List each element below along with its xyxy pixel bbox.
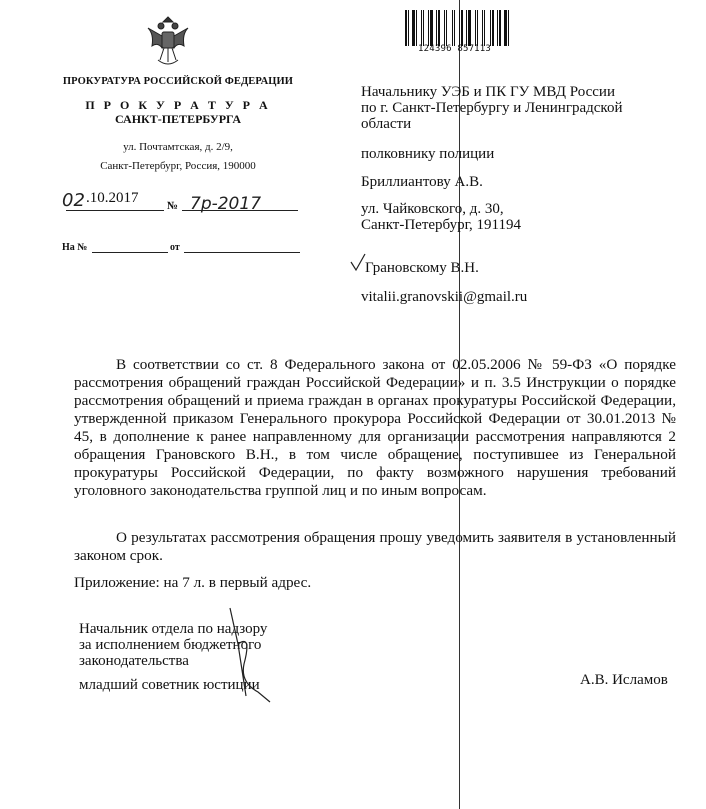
- barcode-bar: [499, 10, 501, 46]
- barcode-bar: [438, 10, 440, 46]
- barcode-bar: [425, 10, 427, 46]
- copy-recipient-name: Грановскому В.Н.: [365, 260, 479, 276]
- barcode-bar: [410, 10, 411, 46]
- number-handwritten: 7р-2017: [190, 194, 262, 214]
- recipient-title: [361, 84, 622, 132]
- recipient-address-line: ул. Чайковского, д. 30,: [361, 201, 504, 217]
- sender-address-street: ул. Почтамтская, д. 2/9,: [123, 141, 233, 153]
- ref-number-line: [92, 252, 168, 253]
- barcode-bar: [405, 10, 407, 46]
- barcode-bar: [504, 10, 507, 46]
- date-printed: .10.2017: [86, 190, 139, 206]
- body-paragraph-2: О результатах рассмотрения обращения прошу уведомить заявителя в установленный законом срок.: [74, 529, 676, 564]
- barcode-bar: [412, 10, 415, 46]
- recipient-name: Бриллиантову А.В.: [361, 174, 483, 190]
- signer-position-line: за исполнением бюджетного: [79, 637, 262, 653]
- attachment-note: Приложение: на 7 л. в первый адрес.: [74, 574, 312, 591]
- handwritten-signature: [218, 604, 278, 704]
- barcode-bar: [497, 10, 498, 46]
- signer-position-line: законодательства: [79, 653, 189, 669]
- recipient-title-line: Начальнику УЭБ и ПК ГУ МВД России: [361, 84, 615, 100]
- barcode-bar: [408, 10, 409, 46]
- date-handwritten: 02: [62, 190, 85, 211]
- office-title: П Р О К У Р А Т У Р А: [85, 98, 271, 112]
- signer-name: А.В. Исламов: [580, 672, 668, 688]
- sender-address-city: Санкт-Петербург, Россия, 190000: [100, 160, 256, 172]
- org-title: ПРОКУРАТУРА РОССИЙСКОЙ ФЕДЕРАЦИИ: [62, 76, 294, 87]
- barcode-bar: [456, 10, 458, 46]
- barcode-bar: [482, 10, 483, 46]
- barcode-bar: [441, 10, 443, 46]
- barcode-bar: [495, 10, 496, 46]
- recipient-title-line: по г. Санкт-Петербургу и Ленинградской: [361, 100, 623, 116]
- barcode-bar: [484, 10, 485, 46]
- barcode-bar: [446, 10, 447, 46]
- barcode-bar: [464, 10, 465, 46]
- signer-rank: младший советник юстиции: [79, 677, 260, 693]
- barcode-bar: [423, 10, 424, 46]
- barcode-bar: [492, 10, 494, 46]
- date-underline: [66, 210, 164, 211]
- barcode-bar: [490, 10, 491, 46]
- barcode-bar: [452, 10, 453, 46]
- barcode-bar: [486, 10, 489, 46]
- barcode-bar: [468, 10, 471, 46]
- barcode-bar: [444, 10, 445, 46]
- signer-position-line: Начальник отдела по надзору: [79, 621, 268, 637]
- barcode-bar: [472, 10, 474, 46]
- barcode-bar: [434, 10, 435, 46]
- barcode-bar: [459, 10, 460, 46]
- barcode: [405, 10, 515, 46]
- barcode-number: 124396 857113: [418, 44, 492, 54]
- barcode-bar: [421, 10, 422, 46]
- barcode-bar: [461, 10, 463, 46]
- barcode-bar: [416, 10, 417, 46]
- copy-recipient-email: vitalii.granovskii@gmail.ru: [361, 289, 528, 305]
- barcode-bar: [475, 10, 476, 46]
- barcode-bar: [466, 10, 467, 46]
- barcode-bar: [510, 10, 511, 46]
- barcode-bar: [479, 10, 481, 46]
- recipient-address: [361, 201, 521, 233]
- ref-date-line: [184, 252, 300, 253]
- ref-from-label: от: [170, 242, 180, 253]
- barcode-bar: [477, 10, 478, 46]
- recipient-rank: полковнику полиции: [361, 146, 495, 162]
- barcode-bar: [436, 10, 437, 46]
- ref-label: На №: [62, 242, 88, 253]
- barcode-bar: [428, 10, 429, 46]
- barcode-bar: [502, 10, 503, 46]
- recipient-address-line: Санкт-Петербург, 191194: [361, 217, 521, 233]
- barcode-bar: [448, 10, 451, 46]
- barcode-bar: [508, 10, 509, 46]
- office-city: САНКТ-ПЕТЕРБУРГА: [114, 112, 242, 126]
- number-sign: №: [167, 200, 179, 212]
- barcode-bar: [418, 10, 420, 46]
- barcode-bar: [430, 10, 433, 46]
- check-mark-icon: [350, 252, 366, 272]
- recipient-title-line: области: [361, 116, 412, 132]
- coat-of-arms-emblem: [144, 14, 192, 70]
- body-paragraph-1: В соответствии со ст. 8 Федерального закона от 02.05.2006 № 59-ФЗ «О порядке рассмотрения обращений граждан Российской Федерации» и п. 3.5 Инструкции о порядке рассмотрения обращений и приема граждан в органах прокуратуры Российской Федерации, утвержденной приказом Генерального прокурора Российской Федерации от 30.01.2013 № 45, в дополнение к ранее направленному для организации рассмотрения направляются 2 обращения Грановского В.Н., в том числе обращение, поступившее из Генеральной прокуратуры Российской Федерации, по факту возможного нарушения требований уголовного законодательства группой лиц и по иным вопросам.: [74, 356, 676, 499]
- barcode-bar: [454, 10, 455, 46]
- number-underline: [182, 210, 298, 211]
